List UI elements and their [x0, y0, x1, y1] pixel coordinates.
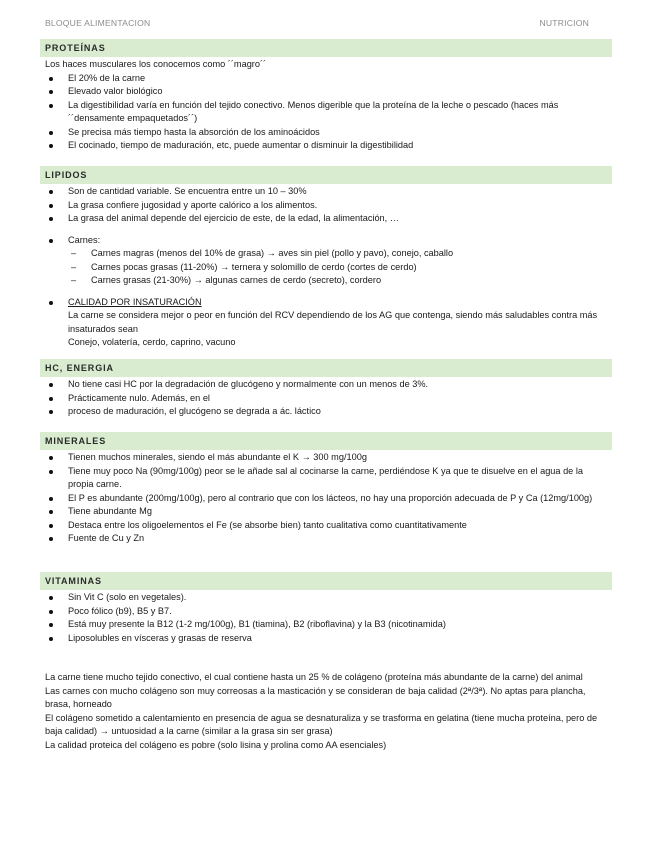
- list-item: Prácticamente nulo. Además, en el: [45, 392, 610, 406]
- calidad-title: CALIDAD POR INSATURACIÓN: [68, 296, 202, 307]
- spacer: [45, 226, 610, 234]
- list-item-carnes-magras: – Carnes magras (menos del 10% de grasa) → aves sin piel (pollo y pavo), conejo, caballo: [45, 247, 610, 261]
- lipidos-list: [45, 185, 610, 226]
- list-item: El P es abundante (200mg/100g), pero al contrario que con los lácteos, no hay una proporción adecuada de P y Ca (12mg/100g): [45, 492, 610, 506]
- list-item: Tiene abundante Mg: [45, 505, 610, 519]
- list-item: Se precisa más tiempo hasta la absorción de los aminoácidos: [45, 126, 610, 140]
- proteinas-list: [45, 72, 610, 153]
- list-item: La grasa confiere jugosidad y aporte calórico a los alimentos.: [45, 199, 610, 213]
- list-item: Tienen muchos minerales, siendo el más abundante el K → 300 mg/100g: [45, 451, 610, 465]
- calidad-animals: Conejo, volatería, cerdo, caprino, vacuno: [68, 337, 236, 347]
- proteinas-intro: Los haces musculares los conocemos como ´´magro´´: [45, 59, 267, 69]
- list-item: Elevado valor biológico: [45, 85, 610, 99]
- minerales-list: [45, 451, 610, 546]
- list-item: Sin Vit C (solo en vegetales).: [45, 591, 610, 605]
- hc-content: [45, 378, 610, 419]
- list-item: No tiene casi HC por la degradación de glucógeno y normalmente con un menos de 3%.: [45, 378, 610, 392]
- paragraph: La carne tiene mucho tejido conectivo, el cual contiene hasta un 25 % de colágeno (proteína más abundante de la carne) del animal: [45, 672, 583, 682]
- section-title-vitaminas: VITAMINAS: [40, 572, 612, 590]
- hc-list: [45, 378, 610, 419]
- paragraph: El colágeno sometido a calentamiento en presencia de agua se desnaturaliza y se trasforma en gelatina (tiene mucha proteína, pero de baja calidad) → untuosidad a la carne (similar a la grasa sin ser grasa): [45, 712, 598, 736]
- carnes-label: Carnes:: [45, 234, 610, 248]
- list-item: Está muy presente la B12 (1-2 mg/100g), B1 (tiamina), B2 (riboflavina) y la B3 (nicotinamida): [45, 618, 610, 632]
- proteinas-content: [45, 58, 610, 153]
- list-item: La digestibilidad varía en función del tejido conectivo. Menos digerible que la proteína de la leche o pescado (haces más ´´densamente empaquetados´´): [45, 99, 610, 126]
- vitaminas-list: [45, 591, 610, 645]
- list-item: El cocinado, tiempo de maduración, etc, puede aumentar o disminuir la digestibilidad: [45, 139, 610, 153]
- page-header-left: BLOQUE ALIMENTACION: [45, 18, 151, 28]
- list-item: Poco fólico (b9), B5 y B7.: [45, 605, 610, 619]
- page-header-right: NUTRICION: [539, 18, 589, 28]
- calidad-text: La carne se considera mejor o peor en función del RCV dependiendo de los AG que contenga, siendo más saludables contra más insaturados sean: [68, 310, 598, 334]
- calidad-list: [45, 296, 610, 310]
- spacer: [45, 288, 610, 296]
- list-item: Fuente de Cu y Zn: [45, 532, 610, 546]
- section-title-proteinas: PROTEÍNAS: [40, 39, 612, 57]
- vitaminas-content: [45, 591, 610, 645]
- closing-paragraphs: [45, 671, 610, 752]
- section-title-lipidos: LIPIDOS: [40, 166, 612, 184]
- lipidos-content: [45, 185, 610, 350]
- list-item: Tiene muy poco Na (90mg/100g) peor se le añade sal al cocinarse la carne, perdiéndose K ya que te disuelve en el agua de la propia carne.: [45, 465, 610, 492]
- calidad-heading: [45, 296, 610, 310]
- list-item: La grasa del animal depende del ejercicio de este, de la edad, la alimentación, …: [45, 212, 610, 226]
- list-item: Destaca entre los oligoelementos el Fe (se absorbe bien) tanto cualitativa como cuantitativamente: [45, 519, 610, 533]
- minerales-content: [45, 451, 610, 546]
- section-title-minerales: MINERALES: [40, 432, 612, 450]
- section-title-hc-energia: HC, ENERGIA: [40, 359, 612, 377]
- paragraph: Las carnes con mucho colágeno son muy correosas a la masticación y se consideran de baja calidad (2ª/3ª). No aptas para plancha, brasa, horneado: [45, 685, 586, 709]
- carnes-list: [45, 234, 610, 288]
- list-item-carnes-grasas: – Carnes grasas (21-30%) → algunas carnes de cerdo (secreto), cordero: [45, 274, 610, 288]
- list-item: Son de cantidad variable. Se encuentra entre un 10 – 30%: [45, 185, 610, 199]
- list-item-carnes-pocas-grasas: – Carnes pocas grasas (11-20%) → ternera y solomillo de cerdo (cortes de cerdo): [45, 261, 610, 275]
- paragraph: La calidad proteica del colágeno es pobre (solo lisina y prolina como AA esenciales): [45, 739, 387, 750]
- list-item: El 20% de la carne: [45, 72, 610, 86]
- list-item: proceso de maduración, el glucógeno se degrada a ác. láctico: [45, 405, 610, 419]
- list-item: Liposolubles en vísceras y grasas de reserva: [45, 632, 610, 646]
